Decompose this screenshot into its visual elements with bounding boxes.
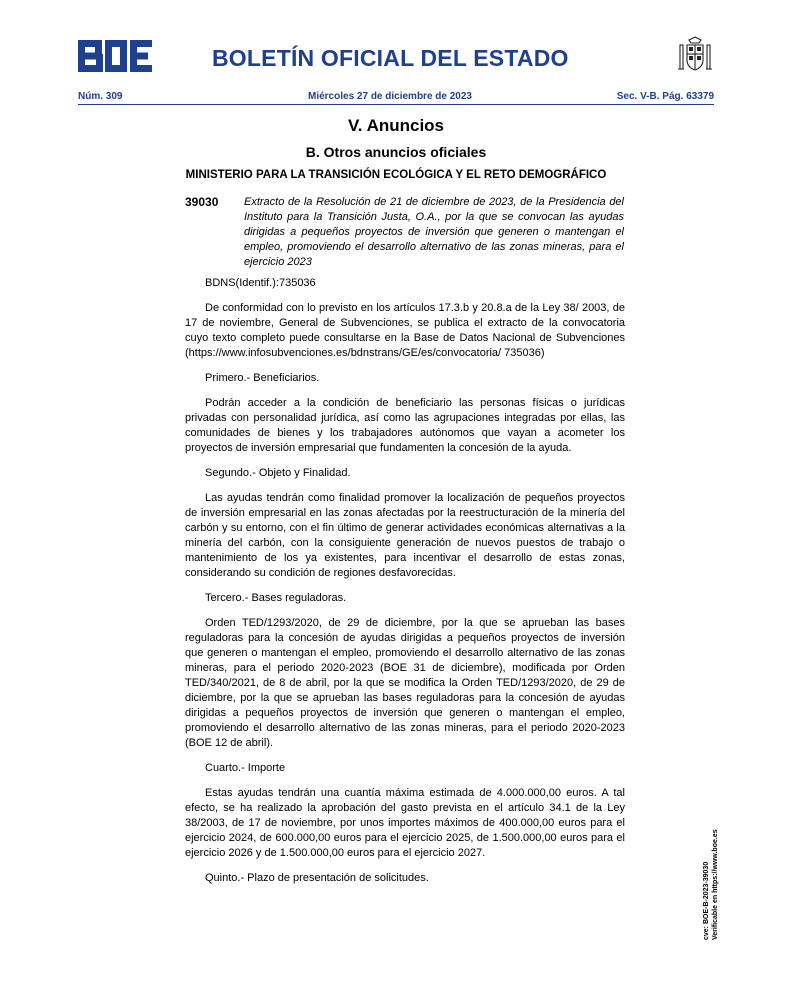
section-heading-plazo: Quinto.- Plazo de presentación de solicitudes. xyxy=(205,872,429,884)
boe-logo xyxy=(78,40,152,72)
issue-date: Miércoles 27 de diciembre de 2023 xyxy=(308,91,472,102)
bdns-identifier: BDNS(Identif.):735036 xyxy=(205,277,316,289)
ministry-heading: MINISTERIO PARA LA TRANSICIÓN ECOLÓGICA Y EL RETO DEMOGRÁFICO xyxy=(185,169,607,181)
intro-paragraph: De conformidad con lo previsto en los artículos 17.3.b y 20.8.a de la Ley 38/ 2003, de 17 de noviembre, General de Subvenciones, se publica el extracto de la convocatoria cuyo texto completo puede consultarse en la Base de Datos Nacional de Subvenciones (https://www.infosubvenciones.es/bdnstrans/GE/es/convocatoria/ 735036) xyxy=(185,302,625,359)
verification-sidebar xyxy=(702,829,720,940)
section-heading-objeto: Segundo.- Objeto y Finalidad. xyxy=(205,467,351,479)
document-body xyxy=(185,276,625,896)
section-subtitle: B. Otros anuncios oficiales xyxy=(305,144,487,160)
entry-summary: Extracto de la Resolución de 21 de diciembre de 2023, de la Presidencia del Instituto para la Transición Justa, O.A., por la que se convocan las ayudas dirigidas a pequeños proyectos de inversión que generen o mantengan el empleo, promoviendo el desarrollo alternativo de las zonas mineras, para el ejercicio 2023 xyxy=(244,196,624,268)
entry-number: 39030 xyxy=(185,195,219,209)
issue-number: Núm. 309 xyxy=(78,91,123,102)
verification-link[interactable]: Verificable en https://www.boe.es xyxy=(712,829,719,940)
paragraph-importe: Estas ayudas tendrán una cuantía máxima estimada de 4.000.000,00 euros. A tal efecto, se ha realizado la aprobación del gasto prevista en el artículo 34.1 de la Ley 38/2003, de 17 de noviembre, por unos importes máximos de 400.000,00 euros para el ejercicio 2024, de 600.000,00 euros para el ejercicio 2025, de 1.500.000,00 euros para el ejercicio 2026 y de 1.500.000,00 euros para el ejercicio 2027. xyxy=(185,787,625,859)
section-heading-importe: Cuarto.- Importe xyxy=(205,762,286,774)
paragraph-bases: Orden TED/1293/2020, de 29 de diciembre, por la que se aprueban las bases reguladoras para la concesión de ayudas dirigidas a pequeños proyectos de inversión que generen o mantengan el empleo, promoviendo el desarrollo alternativo de las zonas mineras, para el periodo 2020-2023 (BOE 31 de diciembre), modificada por Orden TED/340/2021, de 8 de abril, por la que se modifica la Orden TED/1293/2020, de 29 de diciembre, por la que se aprueban las bases reguladoras para la concesión de ayudas dirigidas a pequeños proyectos de inversión que generen o mantengan el empleo, promoviendo el desarrollo alternativo de las zonas mineras, para el periodo 2020-2023 (BOE 12 de abril). xyxy=(185,617,625,749)
section-heading-bases: Tercero.- Bases reguladoras. xyxy=(205,592,347,604)
cve-code: cve: BOE-B-2023-39030 xyxy=(703,861,710,940)
header-divider xyxy=(78,104,714,105)
page-title: BOLETÍN OFICIAL DEL ESTADO xyxy=(212,45,569,71)
boe-logo-icon xyxy=(78,40,152,72)
coat-of-arms-icon xyxy=(676,36,714,74)
paragraph-objeto: Las ayudas tendrán como finalidad promover la localización de pequeños proyectos de inversión empresarial en las zonas afectadas por la reestructuración de la minería del carbón y su entorno, con el fin último de generar actividades económicas alternativas a la minería del carbón, con la consiguiente generación de nuevos puestos de trabajo o mantenimiento de los ya existentes, para incentivar el desarrollo de estas zonas, considerando su condición de regiones desfavorecidas. xyxy=(185,492,625,579)
section-title: V. Anuncios xyxy=(347,116,445,135)
section-page: Sec. V-B. Pág. 63379 xyxy=(616,91,714,102)
paragraph-beneficiarios: Podrán acceder a la condición de beneficiario las personas físicas o jurídicas privadas con personalidad jurídica, así como las agrupaciones integradas por ellas, las comunidades de bienes y los trabajadores autónomos que vayan a acometer los proyectos de inversión empresarial que fundamenten la concesión de la ayuda. xyxy=(185,397,625,454)
section-heading-beneficiarios: Primero.- Beneficiarios. xyxy=(205,372,320,384)
